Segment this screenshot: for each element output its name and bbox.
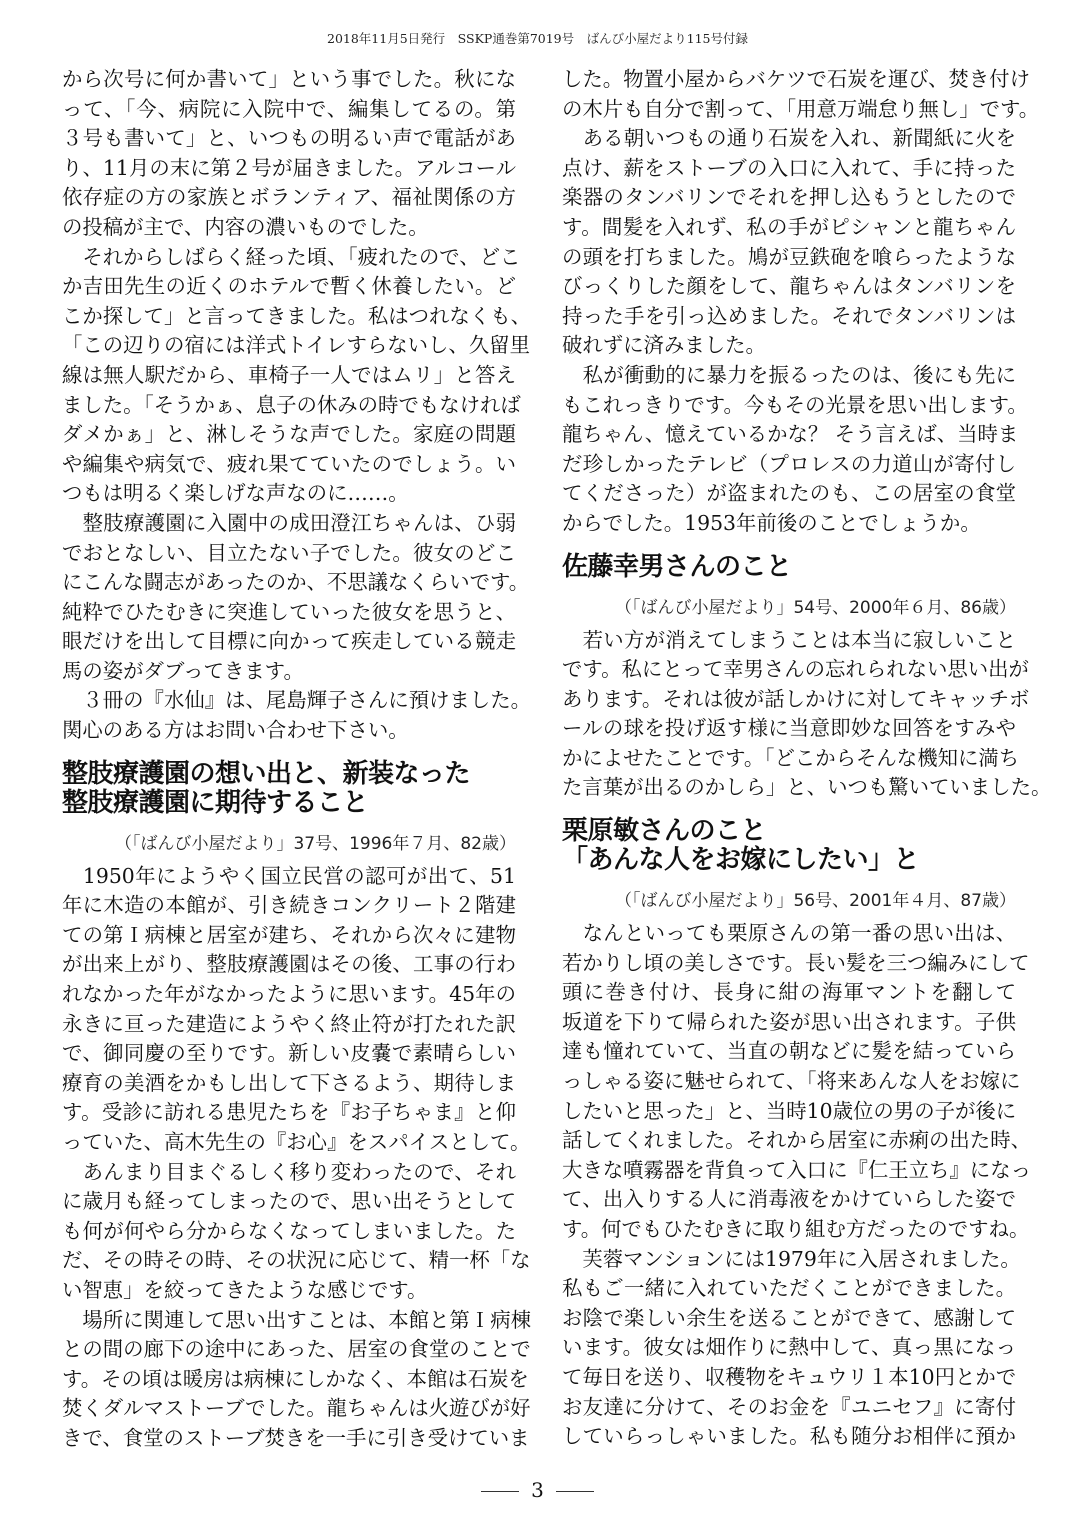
section-heading-line: 「あんな人をお嫁にしたい」と bbox=[562, 845, 920, 876]
text-line: か吉田先生の近くのホテルで暫く休養したい。ど bbox=[62, 274, 516, 299]
text-line: 療育の美酒をかもし出して下さるよう、期待しま bbox=[62, 1070, 516, 1095]
text-line: です。私にとって幸男さんの忘れられない思い出が bbox=[562, 657, 1029, 682]
text-line: 1950年にようやく国立民営の認可が出て、51 bbox=[62, 863, 516, 888]
source-citation: （「ばんび小屋だより」54号、2000年６月、86歳） bbox=[614, 597, 1016, 618]
text-line: 関心のある方はお問い合わせ下さい。 bbox=[62, 718, 409, 743]
text-line: だ、その時その時、その状況に応じて、精一杯「な bbox=[62, 1248, 531, 1273]
text-line: 楽器のタンバリンでそれを押し込もうとしたので bbox=[562, 185, 1016, 210]
text-line: や編集や病気で、疲れ果てていたのでしょう。い bbox=[62, 451, 516, 476]
text-line: ての第Ｉ病棟と居室が建ち、それから次々に建物 bbox=[62, 922, 516, 947]
footer-rule-right bbox=[556, 1491, 594, 1492]
text-line: お陰で楽しい余生を送ることができて、感謝して bbox=[562, 1305, 1016, 1330]
text-line: 整肢療護園に入園中の成田澄江ちゃんは、ひ弱 bbox=[62, 510, 516, 535]
section-heading-line: 整肢療護園の想い出と、新装なった bbox=[62, 758, 471, 789]
text-line: との間の廊下の途中にあった、居室の食堂のことで bbox=[62, 1337, 531, 1362]
text-line: だ珍しかったテレビ（プロレスの力道山が寄付し bbox=[562, 451, 1016, 476]
section-heading-line: 佐藤幸男さんのこと bbox=[562, 551, 792, 582]
text-line: てくださった）が盗まれたのも、この居室の食堂 bbox=[562, 481, 1016, 506]
text-line: 依存症の方の家族とボランティア、福祉関係の方 bbox=[62, 185, 516, 210]
text-line: もこれっきりです。今もその光景を思い出します。 bbox=[562, 392, 1028, 417]
text-line: の木片も自分で割って、「用意万端怠り無し」です。 bbox=[562, 96, 1040, 121]
text-line: ３冊の『水仙』は、尾島輝子さんに預けました。 bbox=[62, 688, 531, 713]
text-line: びっくりした顔をして、龍ちゃんはタンバリンを bbox=[562, 274, 1016, 299]
text-line: 話してくれました。それから居室に赤痢の出た時、 bbox=[562, 1128, 1031, 1153]
text-line: から次号に何か書いて」という事でした。秋にな bbox=[62, 67, 516, 91]
text-line: 芙蓉マンションには1979年に入居されました。 bbox=[562, 1246, 1021, 1271]
text-line: 年に木造の本館が、引き続きコンクリート２階建 bbox=[62, 893, 516, 918]
section-heading bbox=[62, 760, 516, 818]
page-number: 3 bbox=[531, 1478, 544, 1502]
text-line: 私もご一緒に入れていただくことができました。 bbox=[562, 1276, 1016, 1301]
text-line: た言葉が出るのかしら」と、いつも驚いていました。 bbox=[562, 775, 1052, 800]
text-line: す。何でもひたむきに取り組む方だったのですね。 bbox=[562, 1217, 1030, 1241]
text-line: に歳月も経ってしまったので、思い出そうとして bbox=[62, 1189, 516, 1214]
text-line: す。間髪を入れず、私の手がピシャンと龍ちゃん bbox=[562, 214, 1016, 239]
text-line: それからしばらく経った頃、「疲れたので、どこ bbox=[62, 244, 521, 269]
text-line: 達も憧れていて、当直の朝などに髪を結っていら bbox=[562, 1039, 1016, 1064]
text-line: きで、食堂のストーブ焚きを一手に引き受けていま bbox=[62, 1425, 530, 1450]
text-line: なんといっても栗原さんの第一番の思い出は、 bbox=[562, 921, 1016, 946]
text-line: 永きに亘った建造にようやく終止符が打たれた訳 bbox=[62, 1011, 516, 1036]
text-line: していらっしゃいました。私も随分お相伴に預か bbox=[562, 1424, 1016, 1449]
text-line: す。その頃は暖房は病棟にしかなく、本館は石炭を bbox=[62, 1366, 529, 1391]
section-heading-line: 栗原敏さんのこと bbox=[562, 816, 767, 847]
text-line: あります。それは彼が話しかけに対してキャッチボ bbox=[562, 686, 1030, 711]
text-line: 純粋でひたむきに突進していった彼女を思うと、 bbox=[62, 599, 516, 624]
text-line: の頭を打ちました。鳩が豆鉄砲を喰らったような bbox=[562, 244, 1016, 269]
text-line: の投稿が主で、内容の濃いものでした。 bbox=[62, 214, 429, 239]
text-line: した。物置小屋からバケツで石炭を運び、焚き付け bbox=[562, 67, 1030, 91]
text-line: ３号も書いて」と、いつもの明るい声で電話があ bbox=[62, 126, 516, 151]
left-column bbox=[62, 65, 531, 1454]
text-line: っていた、高木先生の『お心』をスパイスとして。 bbox=[62, 1130, 531, 1154]
section-heading bbox=[562, 817, 1016, 875]
text-line: ある朝いつもの通り石炭を入れ、新聞紙に火を bbox=[562, 126, 1016, 151]
text-line: でおとなしい、目立たない子でした。彼女のどこ bbox=[62, 540, 516, 565]
text-line: 眼だけを出して目標に向かって疾走している競走 bbox=[62, 629, 516, 654]
text-line: ました。「そうかぁ、息子の休みの時でもなければ bbox=[62, 392, 521, 417]
text-line: い智恵」を絞ってきたような感じです。 bbox=[62, 1277, 428, 1302]
text-line: 点け、薪をストーブの入口に入れて、手に持った bbox=[562, 155, 1016, 180]
source-citation: （「ばんび小屋だより」56号、2001年４月、87歳） bbox=[614, 891, 1016, 912]
text-line: したいと思った」と、当時10歳位の男の子が後に bbox=[562, 1098, 1017, 1123]
text-line: 破れずに済みました。 bbox=[562, 333, 766, 358]
text-line: あんまり目まぐるしく移り変わったので、それ bbox=[62, 1159, 516, 1184]
section-heading-line: 整肢療護園に期待すること bbox=[62, 787, 369, 818]
text-line: も何が何やら分からなくなってしまいました。た bbox=[62, 1218, 516, 1243]
section-heading bbox=[562, 553, 1016, 582]
text-line: つもは明るく楽しげな声なのに……。 bbox=[62, 481, 409, 506]
text-line: 馬の姿がダブってきます。 bbox=[62, 658, 304, 683]
text-line: 線は無人駅だから、車椅子一人ではムリ」と答え bbox=[62, 362, 516, 387]
page-footer bbox=[0, 1478, 1075, 1502]
text-line: 若かりし頃の美しさです。長い髪を三つ編みにして bbox=[562, 950, 1030, 975]
footer-rule-left bbox=[481, 1491, 519, 1492]
text-line: 場所に関連して思い出すことは、本館と第Ｉ病棟 bbox=[62, 1307, 531, 1332]
text-line: れなかった年がなかったように思います。45年の bbox=[62, 982, 516, 1007]
source-citation: （「ばんび小屋だより」37号、1996年７月、82歳） bbox=[114, 833, 516, 854]
page-header: 2018年11月5日発行 SSKP通巻第7019号 ばんび小屋だより115号付録 bbox=[327, 31, 748, 46]
text-line: かによせたことです。「どこからそんな機知に満ち bbox=[562, 745, 1020, 770]
text-line: 頭に巻き付け、長身に紺の海軍マントを翻して bbox=[562, 980, 1016, 1005]
right-column bbox=[562, 65, 1052, 1452]
text-line: ダメかぁ」と、淋しそうな声でした。家庭の問題 bbox=[62, 422, 516, 447]
text-line: て、出入りする人に消毒液をかけていらした姿で bbox=[562, 1187, 1016, 1212]
text-line: っしゃる姿に魅せられて、「将来あんな人をお嫁に bbox=[562, 1069, 1021, 1094]
text-line: す。受診に訪れる患児たちを『お子ちゃま』と仰 bbox=[62, 1100, 516, 1125]
text-line: て毎日を送り、収穫物をキュウリ１本10円とかで bbox=[562, 1364, 1017, 1389]
text-line: 私が衝動的に暴力を振るったのは、後にも先に bbox=[562, 362, 1016, 387]
text-line: って、「今、病院に入院中で、編集してるの。第 bbox=[62, 96, 516, 121]
text-line: 大きな噴霧器を背負って入口に『仁王立ち』になっ bbox=[562, 1157, 1031, 1182]
text-line: 龍ちゃん、憶えているかな？ そう言えば、当時ま bbox=[562, 422, 1019, 447]
text-line: 持った手を引っ込めました。それでタンバリンは bbox=[562, 303, 1016, 328]
text-line: が出来上がり、整肢療護園はその後、工事の行わ bbox=[62, 952, 516, 977]
text-line: にこんな闘志があったのか、不思議なくらいです。 bbox=[62, 570, 530, 595]
text-line: からでした。1953年前後のことでしょうか。 bbox=[562, 510, 981, 535]
text-line: 焚くダルマストーブでした。龍ちゃんは火遊びが好 bbox=[62, 1396, 531, 1421]
text-line: お友達に分けて、そのお金を『ユニセフ』に寄付 bbox=[562, 1394, 1016, 1419]
text-line: こか探して」と言ってきました。私はつれなくも、 bbox=[62, 303, 531, 328]
text-line: ールの球を投げ返す様に当意即妙な回答をすみや bbox=[562, 716, 1016, 741]
text-line: で、御同慶の至りです。新しい皮嚢で素晴らしい bbox=[62, 1041, 516, 1066]
text-line: います。彼女は畑作りに熱中して、真っ黒になっ bbox=[562, 1335, 1016, 1360]
text-line: 「この辺りの宿には洋式トイレすらないし、久留里 bbox=[62, 333, 530, 358]
text-line: り、11月の末に第２号が届きました。アルコール bbox=[62, 155, 516, 180]
text-line: 若い方が消えてしまうことは本当に寂しいこと bbox=[562, 627, 1016, 652]
text-line: 坂道を下りて帰られた姿が思い出されます。子供 bbox=[562, 1009, 1016, 1034]
